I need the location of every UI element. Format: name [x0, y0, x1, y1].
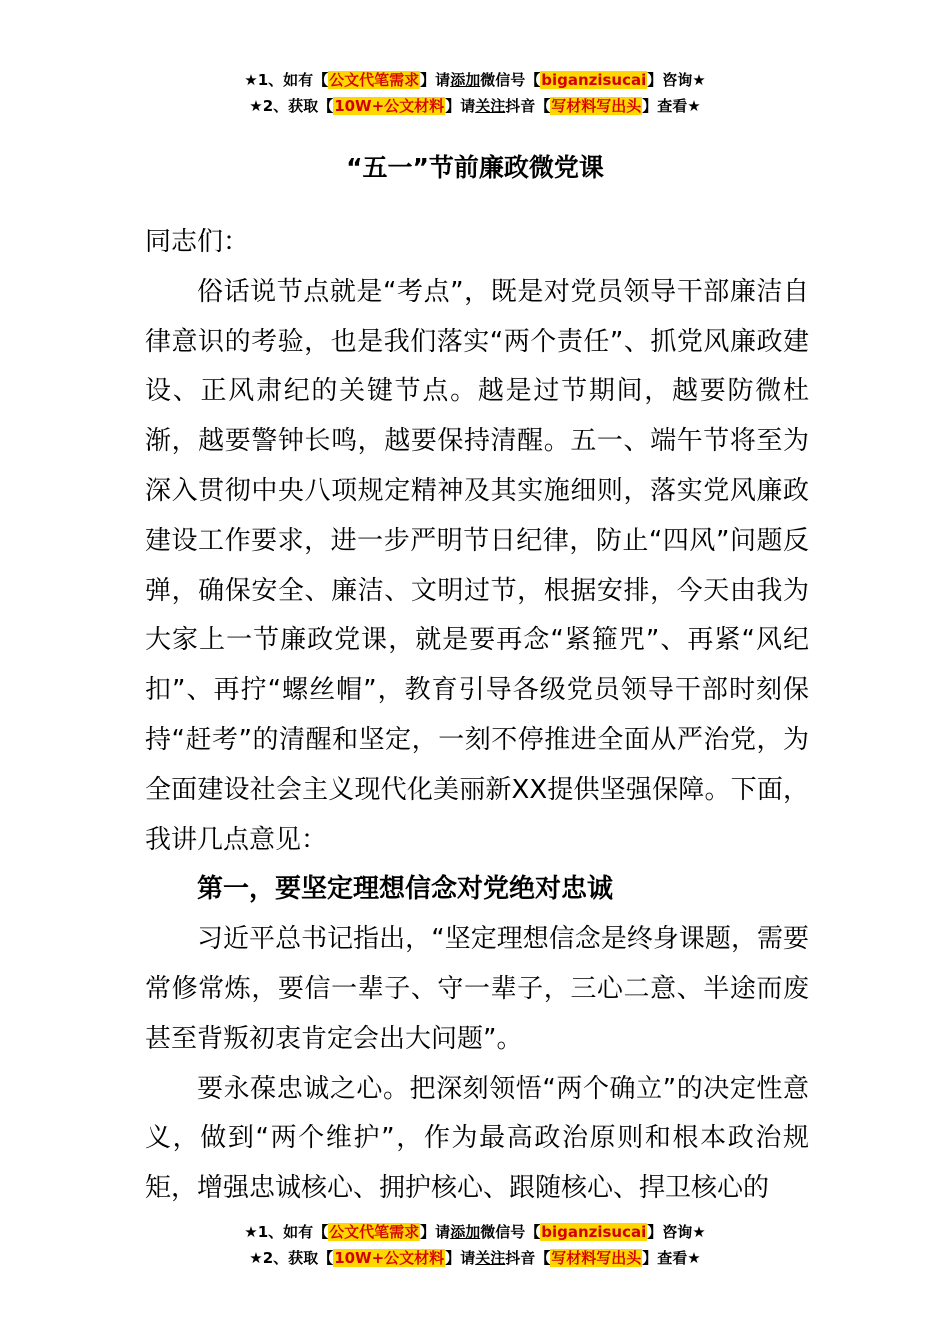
highlight-douyin: 写材料写出头	[551, 97, 642, 115]
paragraph-loyalty: 要永葆忠诚之心。把深刻领悟“两个确立”的决定性意义，做到“两个维护”，作为最高政治原则和根本政治规矩，增强忠诚核心、拥护核心、跟随核心、捍卫核心的	[145, 1073, 809, 1204]
salutation: 同志们：	[145, 227, 250, 257]
banner-line-2: ★2、获取【10W+公文材料】请关注抖音【写材料写出头】查看★	[249, 97, 701, 115]
paragraph-quote: 习近平总书记指出，“坚定理想信念是终身课题，需要常修常炼，要信一辈子、守一辈子，三心二意、半途而废甚至背叛初衷肯定会出大问题”。	[145, 924, 809, 1054]
highlight-materials: 10W+公文材料	[334, 1249, 445, 1267]
banner-line-1: ★1、如有【公文代笔需求】请添加微信号【biganzisucai】咨询★	[244, 1223, 706, 1241]
highlight-douyin: 写材料写出头	[551, 1249, 642, 1267]
section-heading-1: 第一，要坚定理想信念对党绝对忠诚	[197, 874, 614, 905]
content-clip	[0, 218, 950, 1208]
highlight-service: 公文代笔需求	[329, 1223, 420, 1241]
document-title: “五一”节前廉政微党课	[346, 153, 604, 182]
document-body	[145, 218, 809, 1208]
highlight-service: 公文代笔需求	[329, 71, 420, 89]
highlight-materials: 10W+公文材料	[334, 97, 445, 115]
header-banner	[0, 67, 950, 119]
banner-line-2: ★2、获取【10W+公文材料】请关注抖音【写材料写出头】查看★	[249, 1249, 701, 1267]
paragraph-intro: 俗话说节点就是“考点”，既是对党员领导干部廉洁自律意识的考验，也是我们落实“两个责任”、抓党风廉政建设、正风肃纪的关键节点。越是过节期间，越要防微杜渐，越要警钟长鸣，越要保持清醒。五一、端午节将至为深入贯彻中央八项规定精神及其实施细则，落实党风廉政建设工作要求，进一步严明节日纪律，防止“四风”问题反弹，确保安全、廉洁、文明过节，根据安排，今天由我为大家上一节廉政党课，就是要再念“紧箍咒”、再紧“风纪扣”、再拧“螺丝帽”，教育引导各级党员领导干部时刻保持“赶考”的清醒和坚定，一刻不停推进全面从严治党，为全面建设社会主义现代化美丽新XX提供坚强保障。下面，我讲几点意见：	[145, 276, 809, 855]
highlight-wechat-id: biganzisucai	[541, 71, 647, 89]
banner-line-1: ★1、如有【公文代笔需求】请添加微信号【biganzisucai】咨询★	[244, 71, 706, 89]
highlight-wechat-id: biganzisucai	[541, 1223, 647, 1241]
footer-banner	[0, 1219, 950, 1271]
